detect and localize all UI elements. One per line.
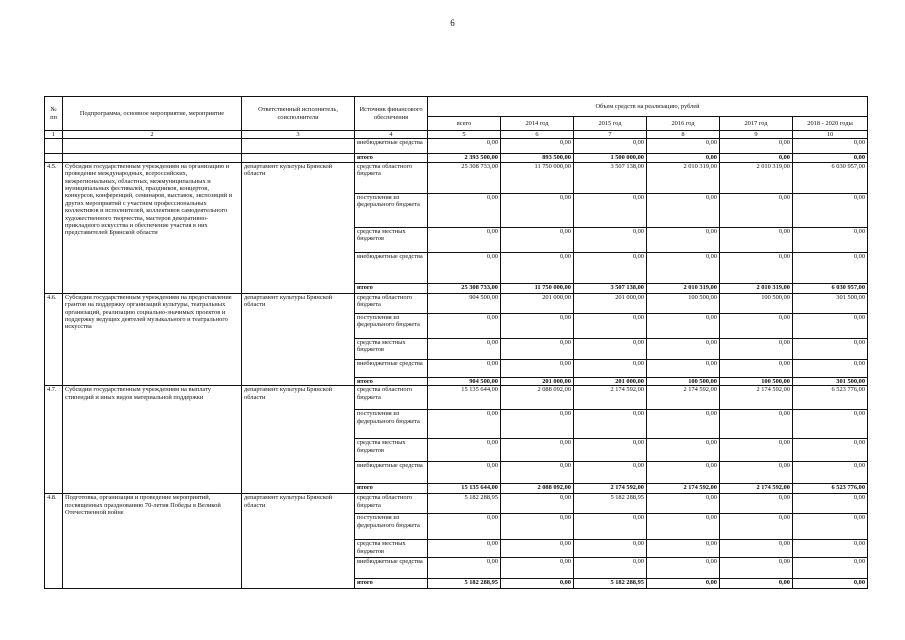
item-executor: департамент культуры Брянской области	[242, 293, 355, 385]
value-cell: 0,00	[501, 359, 574, 377]
value-cell: 0,00	[793, 227, 868, 252]
value-cell: 0,00	[647, 514, 720, 540]
value-cell: 0,00	[574, 252, 647, 283]
value-cell: 0,00	[720, 252, 793, 283]
value-cell: 2 010 319,00	[647, 162, 720, 193]
value-cell: 0,00	[793, 154, 868, 162]
item-number: 4.6.	[45, 293, 63, 385]
value-cell: 0,00	[720, 154, 793, 162]
value-cell: 0,00	[574, 359, 647, 377]
value-cell: 0,00	[793, 139, 868, 154]
value-cell: 0,00	[720, 558, 793, 579]
value-cell: 0,00	[501, 252, 574, 283]
value-cell: 0,00	[428, 558, 501, 579]
value-cell: 0,00	[793, 514, 868, 540]
table-row	[45, 386, 868, 410]
value-cell: 6 030 957,00	[793, 162, 868, 193]
source-cell: внебюджетные средства	[355, 139, 428, 154]
value-cell: 0,00	[501, 579, 574, 589]
value-cell: 0,00	[647, 252, 720, 283]
item-number: 4.7.	[45, 386, 63, 494]
column-number-row	[45, 131, 868, 139]
value-cell: 0,00	[428, 252, 501, 283]
value-cell: 2 174 592,00	[720, 484, 793, 494]
value-cell: 0,00	[647, 359, 720, 377]
value-cell: 6 523 776,00	[793, 484, 868, 494]
table-row	[45, 293, 868, 313]
col-number: 8	[647, 131, 720, 139]
value-cell: 0,00	[720, 514, 793, 540]
value-cell: 0,00	[793, 462, 868, 484]
item-executor: департамент культуры Брянской области	[242, 386, 355, 494]
source-cell: внебюджетные средства	[355, 359, 428, 377]
value-cell: 0,00	[647, 462, 720, 484]
value-cell: 0,00	[720, 494, 793, 514]
value-cell: 0,00	[501, 462, 574, 484]
value-cell: 5 182 288,95	[428, 494, 501, 514]
header-year: 2018 - 2020 годы	[793, 117, 868, 131]
value-cell: 0,00	[720, 139, 793, 154]
value-cell: 0,00	[793, 338, 868, 359]
value-cell: 0,00	[793, 439, 868, 462]
item-executor: департамент культуры Брянской области	[242, 494, 355, 589]
empty-cell	[242, 139, 355, 154]
source-cell: средства местных бюджетов	[355, 338, 428, 359]
value-cell: 0,00	[647, 139, 720, 154]
header-year: 2014 год	[501, 117, 574, 131]
value-cell: 0,00	[647, 227, 720, 252]
source-cell: средства областного бюджета	[355, 494, 428, 514]
item-program: Субсидии государственным учреждениям на организацию и проведение международных, всероссийских, межрегиональных, областных, межмуниципальных и муниципальных фестивалей, праздников, концертов, конкурсов, конференций, семинаров, выставок, экспозиций и других мероприятий с участием профессиональных коллективов и исполнителей, коллективов самодеятельного художественного творчества, мастеров декоративно-прикладного искусства и обеспечение участия в них представителей Брянской области	[63, 162, 242, 293]
value-cell: 2 088 092,00	[501, 386, 574, 410]
value-cell: 0,00	[574, 338, 647, 359]
value-cell: 0,00	[647, 154, 720, 162]
value-cell: 0,00	[428, 439, 501, 462]
page-number: 6	[450, 18, 455, 28]
value-cell: 0,00	[501, 558, 574, 579]
value-cell: 11 750 000,00	[501, 283, 574, 293]
table-row	[45, 139, 868, 154]
value-cell: 0,00	[647, 338, 720, 359]
value-cell: 0,00	[720, 313, 793, 338]
value-cell: 5 182 288,95	[574, 494, 647, 514]
value-cell: 5 182 288,95	[574, 579, 647, 589]
value-cell: 0,00	[428, 338, 501, 359]
value-cell: 0,00	[793, 410, 868, 439]
col-number: 2	[63, 131, 242, 139]
source-cell: внебюджетные средства	[355, 252, 428, 283]
value-cell: 0,00	[647, 558, 720, 579]
col-number: 5	[428, 131, 501, 139]
value-cell: 0,00	[501, 540, 574, 558]
col-number: 1	[45, 131, 63, 139]
item-number: 4.8.	[45, 494, 63, 589]
value-cell: 0,00	[720, 439, 793, 462]
value-cell: 5 182 288,95	[428, 579, 501, 589]
value-cell: 2 174 592,00	[647, 386, 720, 410]
value-cell: 0,00	[574, 193, 647, 227]
value-cell: 0,00	[574, 439, 647, 462]
value-cell: 0,00	[428, 359, 501, 377]
value-cell: 2 393 500,00	[428, 154, 501, 162]
col-number: 3	[242, 131, 355, 139]
value-cell: 1 500 000,00	[574, 154, 647, 162]
value-cell: 0,00	[574, 139, 647, 154]
empty-cell	[63, 154, 242, 162]
col-number: 7	[574, 131, 647, 139]
value-cell: 100 500,00	[720, 293, 793, 313]
value-cell: 0,00	[501, 313, 574, 338]
header-source: Источник финансового обеспечения	[355, 97, 428, 131]
value-cell: 0,00	[501, 494, 574, 514]
value-cell: 201 000,00	[501, 293, 574, 313]
value-cell: 0,00	[720, 579, 793, 589]
budget-table	[44, 96, 868, 589]
source-cell: средства областного бюджета	[355, 386, 428, 410]
value-cell: 0,00	[428, 410, 501, 439]
value-cell: 201 000,00	[501, 377, 574, 385]
value-cell: 0,00	[574, 540, 647, 558]
value-cell: 6 523 776,00	[793, 386, 868, 410]
value-cell: 2 174 592,00	[574, 386, 647, 410]
item-program: Подготовка, организация и проведение мероприятий, посвященных празднованию 70-летия Победы в Великой Отечественной войне	[63, 494, 242, 589]
header-year: 2016 год	[647, 117, 720, 131]
value-cell: 2 174 592,00	[574, 484, 647, 494]
item-executor: департамент культуры Брянской области	[242, 162, 355, 293]
value-cell: 0,00	[793, 313, 868, 338]
value-cell: 0,00	[574, 227, 647, 252]
value-cell: 201 000,00	[574, 293, 647, 313]
value-cell: 0,00	[720, 462, 793, 484]
value-cell: 25 308 733,00	[428, 162, 501, 193]
col-number: 6	[501, 131, 574, 139]
source-cell: средства областного бюджета	[355, 162, 428, 193]
source-cell: итого	[355, 579, 428, 589]
source-cell: внебюджетные средства	[355, 558, 428, 579]
value-cell: 0,00	[793, 359, 868, 377]
value-cell: 0,00	[501, 514, 574, 540]
header-num: № пп	[45, 97, 63, 131]
source-cell: итого	[355, 484, 428, 494]
value-cell: 15 135 644,00	[428, 484, 501, 494]
value-cell: 25 308 733,00	[428, 283, 501, 293]
value-cell: 6 030 957,00	[793, 283, 868, 293]
col-number: 4	[355, 131, 428, 139]
value-cell: 0,00	[501, 410, 574, 439]
source-cell: итого	[355, 154, 428, 162]
value-cell: 0,00	[647, 579, 720, 589]
header-row	[45, 97, 868, 117]
source-cell: средства местных бюджетов	[355, 540, 428, 558]
value-cell: 0,00	[720, 193, 793, 227]
value-cell: 893 500,00	[501, 154, 574, 162]
source-cell: поступления из федерального бюджета	[355, 313, 428, 338]
table-row	[45, 494, 868, 514]
header-year: 2015 год	[574, 117, 647, 131]
value-cell: 0,00	[720, 359, 793, 377]
value-cell: 0,00	[501, 139, 574, 154]
empty-cell	[45, 154, 63, 162]
value-cell: 2 010 319,00	[720, 162, 793, 193]
source-cell: средства местных бюджетов	[355, 227, 428, 252]
value-cell: 0,00	[793, 193, 868, 227]
table-row	[45, 154, 868, 162]
value-cell: 2 088 092,00	[501, 484, 574, 494]
source-cell: средства местных бюджетов	[355, 439, 428, 462]
value-cell: 0,00	[574, 514, 647, 540]
value-cell: 0,00	[647, 193, 720, 227]
value-cell: 0,00	[428, 227, 501, 252]
col-number: 10	[793, 131, 868, 139]
value-cell: 0,00	[428, 462, 501, 484]
value-cell: 0,00	[574, 313, 647, 338]
value-cell: 0,00	[720, 227, 793, 252]
source-cell: итого	[355, 283, 428, 293]
value-cell: 2 174 592,00	[647, 484, 720, 494]
header-program: Подпрограмма, основное мероприятие, мероприятие	[63, 97, 242, 131]
value-cell: 11 750 000,00	[501, 162, 574, 193]
value-cell: 0,00	[428, 193, 501, 227]
value-cell: 904 500,00	[428, 377, 501, 385]
header-year: 2017 год	[720, 117, 793, 131]
value-cell: 0,00	[501, 227, 574, 252]
value-cell: 3 507 138,00	[574, 283, 647, 293]
value-cell: 0,00	[793, 579, 868, 589]
value-cell: 0,00	[793, 540, 868, 558]
value-cell: 100 500,00	[647, 293, 720, 313]
value-cell: 201 000,00	[574, 377, 647, 385]
value-cell: 0,00	[647, 439, 720, 462]
value-cell: 0,00	[428, 313, 501, 338]
value-cell: 100 500,00	[647, 377, 720, 385]
value-cell: 0,00	[647, 410, 720, 439]
value-cell: 0,00	[647, 313, 720, 338]
value-cell: 15 135 644,00	[428, 386, 501, 410]
value-cell: 904 500,00	[428, 293, 501, 313]
item-number: 4.5.	[45, 162, 63, 293]
empty-cell	[45, 139, 63, 154]
source-cell: итого	[355, 377, 428, 385]
value-cell: 301 500,00	[793, 377, 868, 385]
table-body	[45, 97, 868, 589]
source-cell: средства областного бюджета	[355, 293, 428, 313]
value-cell: 0,00	[720, 540, 793, 558]
source-cell: внебюджетные средства	[355, 462, 428, 484]
value-cell: 100 500,00	[720, 377, 793, 385]
value-cell: 0,00	[501, 193, 574, 227]
value-cell: 0,00	[574, 410, 647, 439]
header-year: всего	[428, 117, 501, 131]
source-cell: поступления из федерального бюджета	[355, 410, 428, 439]
value-cell: 2 010 319,00	[647, 283, 720, 293]
value-cell: 0,00	[720, 410, 793, 439]
value-cell: 0,00	[428, 139, 501, 154]
header-volume: Объем средств на реализацию, рублей	[428, 97, 868, 117]
value-cell: 0,00	[647, 494, 720, 514]
item-program: Субсидии государственным учреждениям на выплату стипендий и иных видов материальной поддержки	[63, 386, 242, 494]
source-cell: поступления из федерального бюджета	[355, 514, 428, 540]
empty-cell	[242, 154, 355, 162]
value-cell: 0,00	[501, 338, 574, 359]
value-cell: 0,00	[574, 558, 647, 579]
value-cell: 2 010 319,00	[720, 283, 793, 293]
value-cell: 0,00	[428, 540, 501, 558]
value-cell: 301 500,00	[793, 293, 868, 313]
value-cell: 0,00	[574, 462, 647, 484]
value-cell: 3 507 138,00	[574, 162, 647, 193]
col-number: 9	[720, 131, 793, 139]
empty-cell	[63, 139, 242, 154]
header-executor: Ответственный исполнитель, соисполнители	[242, 97, 355, 131]
value-cell: 0,00	[793, 252, 868, 283]
item-program: Субсидии государственным учреждениям на предоставление грантов на поддержку организаций культуры, театральных организаций, реализацию социально-значимых проектов и поддержку ведущих деятелей музыкального и театрального искусства	[63, 293, 242, 385]
value-cell: 0,00	[428, 514, 501, 540]
source-cell: поступления из федерального бюджета	[355, 193, 428, 227]
value-cell: 0,00	[720, 338, 793, 359]
value-cell: 2 174 592,00	[720, 386, 793, 410]
value-cell: 0,00	[793, 494, 868, 514]
value-cell: 0,00	[647, 540, 720, 558]
value-cell: 0,00	[501, 439, 574, 462]
value-cell: 0,00	[793, 558, 868, 579]
table-row	[45, 162, 868, 193]
